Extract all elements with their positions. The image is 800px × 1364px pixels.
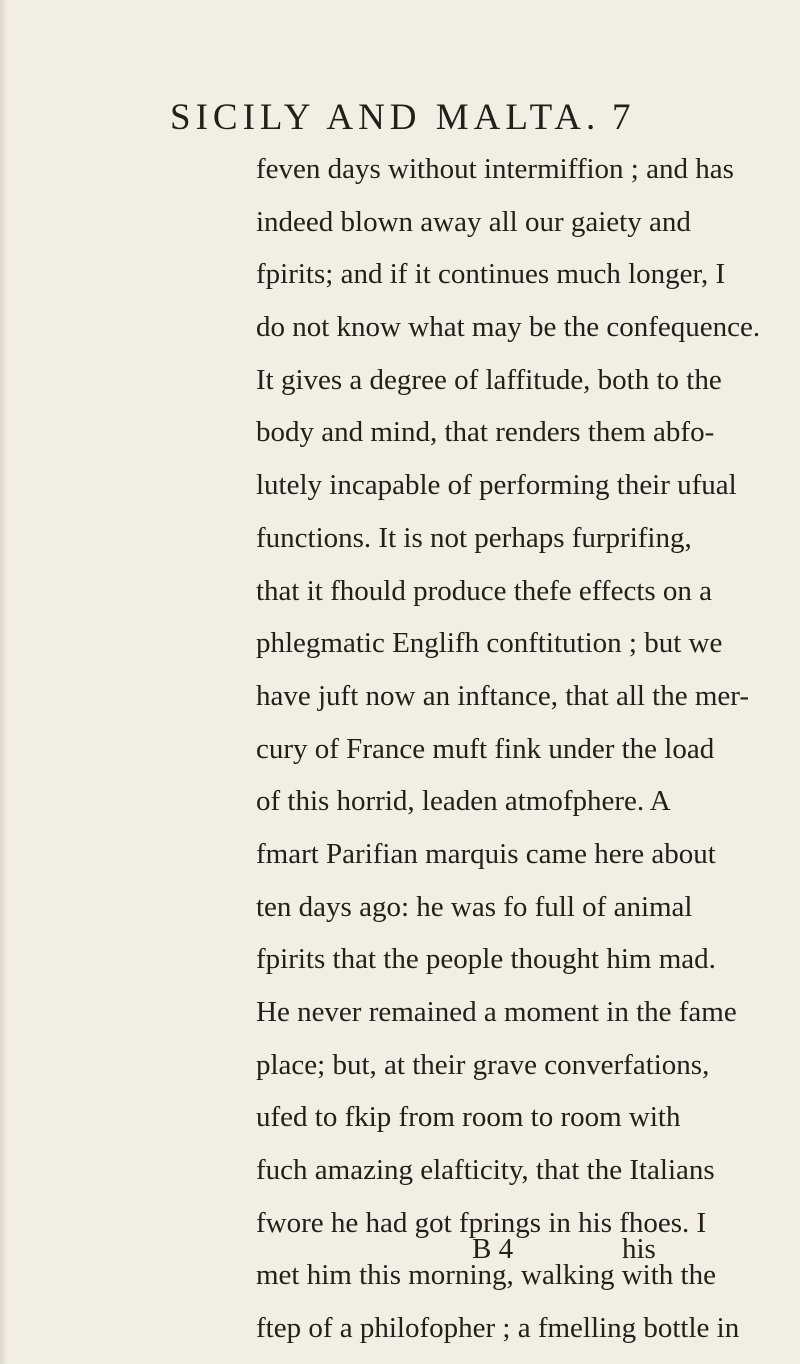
running-head — [0, 88, 800, 148]
text-line: met him this morning, walking with the — [256, 1259, 716, 1292]
text-line: do not know what may be the confequence. — [256, 311, 761, 344]
page-number: 7 — [612, 97, 631, 138]
text-line: fmart Parifian marquis came here about — [256, 837, 716, 870]
text-line: that it fhould produce thefe effects on a — [256, 574, 713, 607]
text-line: ftep of a philofopher ; a fmelling bottle in — [256, 1312, 740, 1345]
text-line: ten days ago: he was fo full of animal — [256, 890, 693, 923]
signature-mark: B 4 — [472, 1233, 514, 1265]
text-line: It gives a degree of laffitude, both to the — [256, 363, 722, 396]
text-line: body and mind, that renders them abfo- — [256, 416, 715, 449]
text-line: fpirits; and if it continues much longer, I — [256, 258, 726, 291]
catchword: his — [622, 1233, 656, 1265]
text-line: fpirits that the people thought him mad. — [256, 943, 716, 976]
page-edge-shadow — [0, 0, 8, 1364]
text-line: have juft now an inftance, that all the mer- — [256, 679, 750, 712]
text-line: phlegmatic Englifh conftitution ; but we — [256, 627, 723, 660]
text-line: functions. It is not perhaps furprifing, — [256, 521, 692, 554]
body-text — [256, 143, 761, 1355]
catchline — [256, 1233, 656, 1273]
text-line: indeed blown away all our gaiety and — [256, 205, 691, 238]
text-line: He never remained a moment in the fame — [256, 996, 737, 1028]
text-line: lutely incapable of performing their ufual — [256, 469, 737, 502]
text-line: fuch amazing elafticity, that the Italians — [256, 1154, 715, 1187]
text-line: ufed to fkip from room to room with — [256, 1101, 681, 1134]
running-title: SICILY AND MALTA. — [170, 97, 601, 138]
text-line: feven days without intermiffion ; and has — [256, 153, 734, 185]
text-line: place; but, at their grave converfations, — [256, 1048, 710, 1081]
text-line: of this horrid, leaden atmofphere. A — [256, 785, 671, 818]
text-line: fwore he had got fprings in his fhoes. I — [256, 1206, 707, 1239]
text-line: cury of France muft fink under the load — [256, 732, 715, 765]
